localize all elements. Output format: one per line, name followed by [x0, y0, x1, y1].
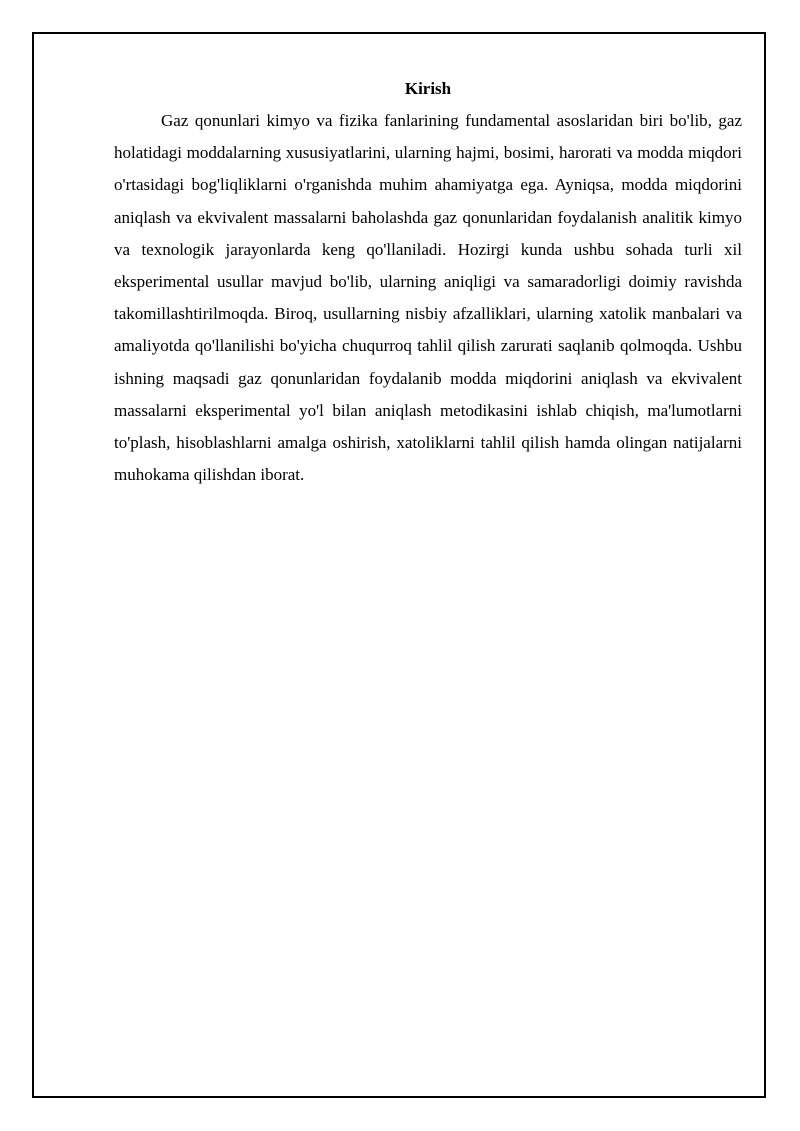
- section-heading: Kirish: [404, 79, 452, 98]
- document-body: [114, 76, 742, 491]
- intro-paragraph: Gaz qonunlari kimyo va fizika fanlarining fundamental asoslaridan biri bo'lib, gaz holatidagi moddalarning xususiyatlarini, ularning hajmi, bosimi, harorati va modda miqdori o'rtasidagi bog'liqliklarni o'rganishda muhim ahamiyatga ega. Ayniqsa, modda miqdorini aniqlash va ekvivalent massalarni baholashda gaz qonunlaridan foydalanish analitik kimyo va texnologik jarayonlarda keng qo'llaniladi. Hozirgi kunda ushbu sohada turli xil eksperimental usullar mavjud bo'lib, ularning aniqligi va samaradorligi doimiy ravishda takomillashtirilmoqda. Biroq, usullarning nisbiy afzalliklari, ularning xatolik manbalari va amaliyotda qo'llanilishi bo'yicha chuqurroq tahlil qilish zarurati saqlanib qolmoqda. Ushbu ishning maqsadi gaz qonunlaridan foydalanib modda miqdorini aniqlash va ekvivalent massalarni eksperimental yo'l bilan aniqlash metodikasini ishlab chiqish, ma'lumotlarni to'plash, hisoblashlarni amalga oshirish, xatoliklarni tahlil qilish hamda olingan natijalarni muhokama qilishdan iborat.: [114, 111, 742, 485]
